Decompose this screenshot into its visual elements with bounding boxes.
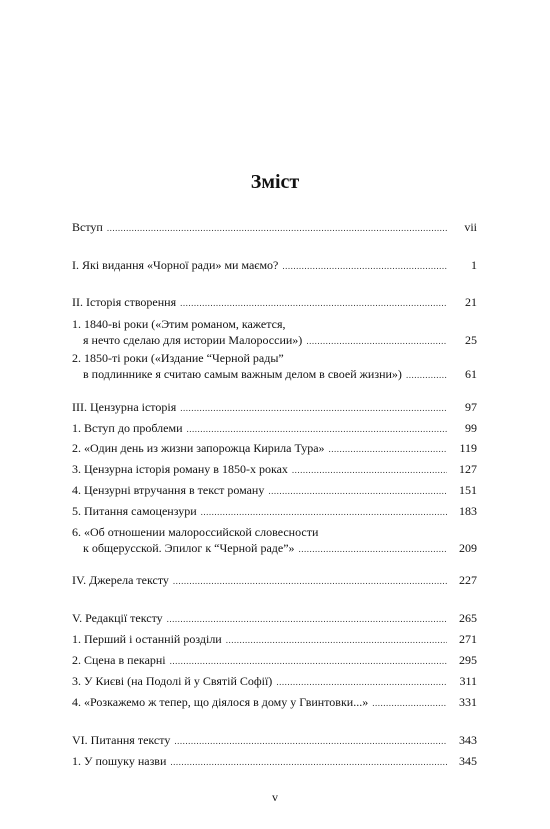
toc-entry-title: II. Історія створення [72,295,177,309]
dot-leader [306,333,447,349]
toc-entry-chapter-6-1[interactable] [72,753,477,769]
toc-entry-page: 25 [465,333,477,347]
toc-entry-page: 127 [459,462,477,476]
toc-entry-chapter-3-4[interactable] [72,482,477,498]
page-number: v [272,790,278,804]
toc-entry-title: 1. У пошуку назви [72,754,167,768]
toc-entry-title: 4. Цензурні втручання в текст роману [72,483,265,497]
toc-entry-chapter-5-4[interactable] [72,694,477,710]
toc-entry-chapter-6[interactable] [72,732,477,748]
dot-leader [174,733,447,749]
toc-entry-page: 119 [459,441,477,455]
toc-entry-page: 265 [459,611,477,625]
toc-entry-title-cont: в подлиннике я считаю самым важным делом в своей жизни») [83,367,402,381]
toc-entry-page: 331 [459,695,477,709]
dot-leader [226,632,447,648]
toc-entry-chapter-5[interactable] [72,610,477,626]
toc-entry-title: 1. Вступ до проблеми [72,421,183,435]
dot-leader [170,754,447,770]
dot-leader [276,674,447,690]
dot-leader [187,421,447,437]
toc-entry-title: Вступ [72,220,103,234]
dot-leader [107,220,447,236]
dot-leader [170,653,447,669]
toc-entry-title: 1. Перший і останній розділи [72,632,222,646]
toc-entry-title: V. Редакції тексту [72,611,163,625]
toc-entry-title: III. Цензурна історія [72,400,177,414]
toc-entry-page: 271 [459,632,477,646]
toc-entry-title: IV. Джерела тексту [72,573,169,587]
toc-entry-page: vii [464,220,477,234]
toc-entry-intro[interactable] [72,219,477,235]
dot-leader [329,441,447,457]
dot-leader [292,462,447,478]
toc-entry-page: 97 [465,400,477,414]
toc-entry-chapter-1[interactable] [72,257,477,273]
toc-entry-title-cont: к общерусской. Эпилог к “Черной раде”» [83,541,295,555]
toc-entry-chapter-5-3[interactable] [72,673,477,689]
dot-leader [201,504,447,520]
toc-entry-chapter-3-3[interactable] [72,461,477,477]
toc-entry-title: VI. Питання тексту [72,733,171,747]
toc-entry-page: 227 [459,573,477,587]
toc-entry-page: 61 [465,367,477,381]
dot-leader [268,483,447,499]
toc-entry-page: 183 [459,504,477,518]
toc-entry-chapter-3-5[interactable] [72,503,477,519]
toc-entry-page: 21 [465,295,477,309]
toc-entry-page: 209 [459,541,477,555]
toc-entry-title: 4. «Розкажемо ж тепер, що діялося в дому у Гвинтовки...» [72,695,369,709]
toc-entry-page: 311 [459,674,477,688]
toc-entry-page: 295 [459,653,477,667]
toc-entry-page: 343 [459,733,477,747]
toc-entry-chapter-3[interactable] [72,399,477,415]
dot-leader [180,295,447,311]
dot-leader [167,611,447,627]
dot-leader [406,367,447,383]
toc-entry-title: I. Які видання «Чорної ради» ми маємо? [72,258,279,272]
toc-entry-title: 2. Сцена в пекарні [72,653,166,667]
dot-leader [282,258,447,274]
dot-leader [372,695,447,711]
dot-leader [299,541,447,557]
toc-entry-title: 1. 1840-ві роки («Этим романом, кажется, [72,317,286,331]
toc-entry-chapter-2-1[interactable] [72,316,477,348]
toc-entry-title: 5. Питання самоцензури [72,504,197,518]
toc-entry-chapter-2-2[interactable] [72,350,477,382]
toc-entry-page: 99 [465,421,477,435]
toc-entry-chapter-3-2[interactable] [72,440,477,456]
toc-entry-page: 345 [459,754,477,768]
toc-entry-title: 2. 1850-ті роки («Издание “Черной рады” [72,351,284,365]
toc-entry-page: 1 [471,258,477,272]
toc-entry-chapter-3-6[interactable] [72,524,477,556]
toc-entry-title: 6. «Об отношении малороссийской словесности [72,525,319,539]
toc-entry-page: 151 [459,483,477,497]
toc-entry-title: 3. У Києві (на Подолі й у Святій Софії) [72,674,273,688]
toc-entry-title: 3. Цензурна історія роману в 1850-х роках [72,462,288,476]
toc-entry-chapter-4[interactable] [72,572,477,588]
dot-leader [173,573,447,589]
toc-entry-chapter-2[interactable] [72,294,477,310]
page-title: Зміст [250,171,300,193]
dot-leader [180,400,447,416]
toc-entry-chapter-3-1[interactable] [72,420,477,436]
toc-entry-title-cont: я нечто сделаю для истории Малороссии») [83,333,303,347]
toc-entry-title: 2. «Один день из жизни запорожца Кирила Тура» [72,441,325,455]
toc-entry-chapter-5-2[interactable] [72,652,477,668]
toc-entry-chapter-5-1[interactable] [72,631,477,647]
